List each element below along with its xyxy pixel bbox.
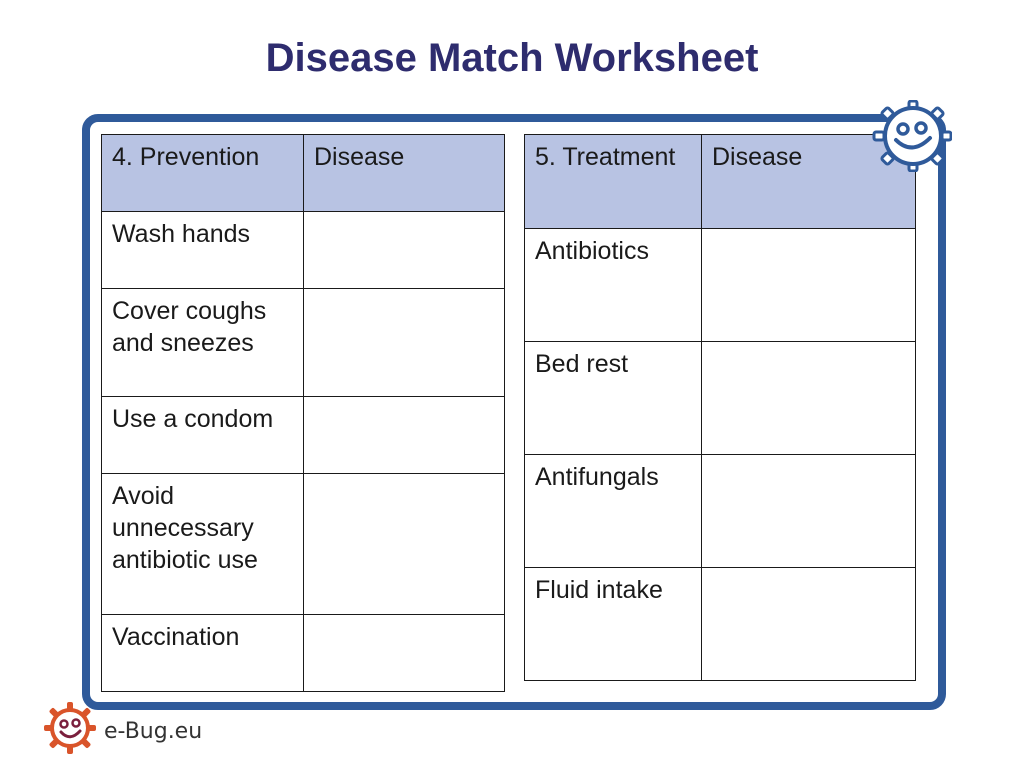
disease-answer-cell[interactable]: [304, 212, 505, 289]
treatment-header-row: [525, 135, 916, 229]
treatment-item: Antifungals: [525, 455, 702, 568]
disease-answer-cell[interactable]: [304, 474, 505, 615]
table-row: [102, 397, 505, 474]
disease-answer-cell[interactable]: [702, 342, 916, 455]
table-row: [102, 615, 505, 692]
brand-name: e-Bug.eu: [104, 719, 203, 744]
table-row: [102, 474, 505, 615]
disease-answer-cell[interactable]: [304, 615, 505, 692]
prevention-table: [101, 134, 505, 692]
disease-answer-cell[interactable]: [702, 568, 916, 681]
table-row: [525, 342, 916, 455]
disease-answer-cell[interactable]: [702, 229, 916, 342]
disease-answer-cell[interactable]: [304, 397, 505, 474]
treatment-header: 5. Treatment: [525, 135, 702, 229]
table-row: [525, 455, 916, 568]
prevention-item: Wash hands: [102, 212, 304, 289]
table-row: [525, 568, 916, 681]
table-row: [102, 212, 505, 289]
bug-logo-icon: [42, 700, 98, 756]
prevention-item: Use a condom: [102, 397, 304, 474]
page-title: Disease Match Worksheet: [265, 36, 759, 80]
disease-answer-cell[interactable]: [702, 455, 916, 568]
treatment-item: Bed rest: [525, 342, 702, 455]
prevention-item: Avoid unnecessary antibiotic use: [102, 474, 304, 615]
prevention-header-row: [102, 135, 505, 212]
prevention-item: Vaccination: [102, 615, 304, 692]
prevention-item: Cover coughs and sneezes: [102, 289, 304, 397]
table-row: [102, 289, 505, 397]
smiling-microbe-icon: [872, 100, 952, 172]
treatment-item: Antibiotics: [525, 229, 702, 342]
disease-header: Disease: [702, 135, 916, 229]
disease-answer-cell[interactable]: [304, 289, 505, 397]
table-row: [525, 229, 916, 342]
treatment-table: [524, 134, 916, 681]
disease-header: Disease: [304, 135, 505, 212]
treatment-item: Fluid intake: [525, 568, 702, 681]
prevention-header: 4. Prevention: [102, 135, 304, 212]
